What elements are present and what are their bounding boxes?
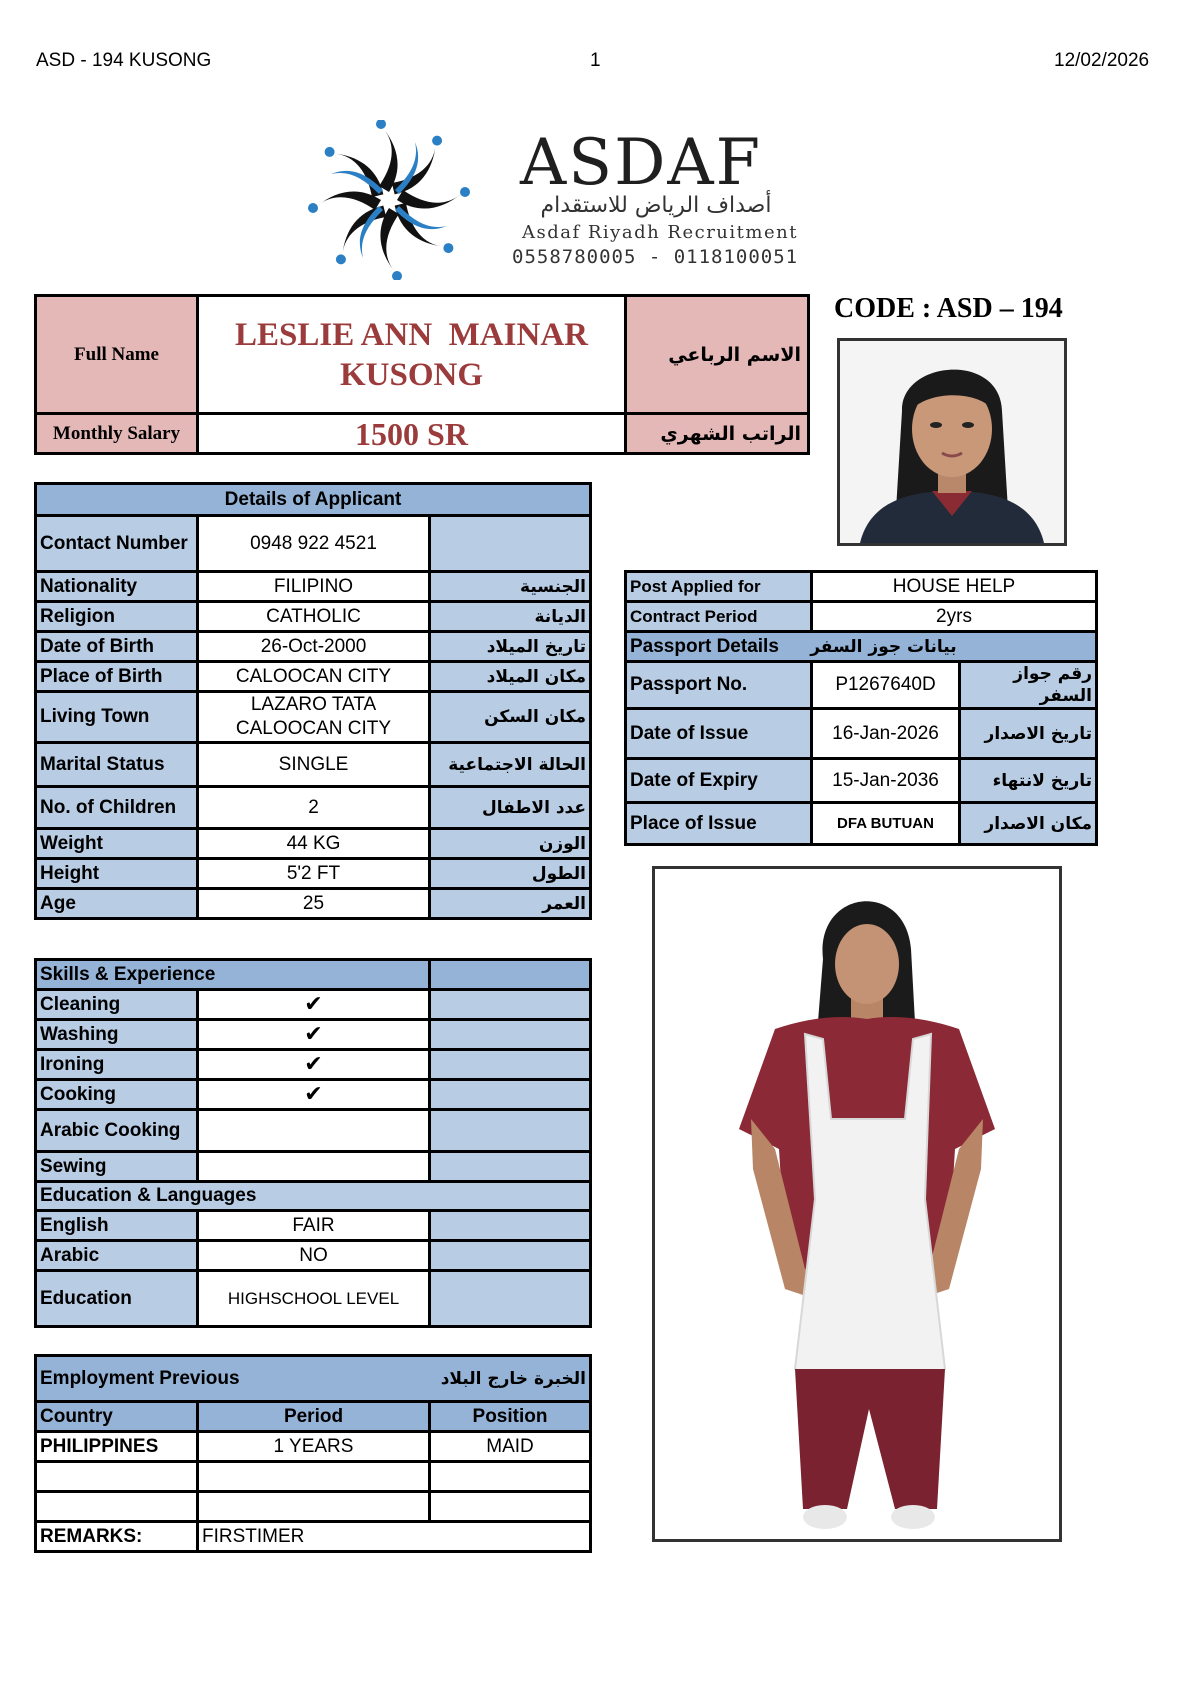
skill-cleaning-check: ✔ <box>198 990 430 1020</box>
contract-label: Contract Period <box>626 602 812 632</box>
details-table <box>34 482 592 920</box>
skill-ironing-label: Ironing <box>36 1050 198 1080</box>
name-salary-table <box>34 294 810 455</box>
contract-value: 2yrs <box>812 602 1097 632</box>
passport-title-row <box>626 632 1097 662</box>
passport-no-value: P1267640D <box>812 662 960 709</box>
english-label: English <box>36 1211 198 1241</box>
post-label: Post Applied for <box>626 572 812 602</box>
marital-value: SINGLE <box>198 743 430 787</box>
skill-cooking-check: ✔ <box>198 1080 430 1110</box>
employment-title: Employment Previous <box>40 1367 240 1389</box>
contact-value: 0948 922 4521 <box>198 516 430 572</box>
children-arabic: عدد الاطفال <box>430 787 591 829</box>
living-town-arabic: مكان السكن <box>430 692 591 743</box>
skill-washing-label: Washing <box>36 1020 198 1050</box>
marital-arabic: الحالة الاجتماعية <box>430 743 591 787</box>
religion-value: CATHOLIC <box>198 602 430 632</box>
passport-title: Passport Details <box>630 635 779 657</box>
issue-date-label: Date of Issue <box>626 709 812 759</box>
english-value: FAIR <box>198 1211 430 1241</box>
full-name-label: Full Name <box>36 296 198 414</box>
post-value: HOUSE HELP <box>812 572 1097 602</box>
logo-english: Asdaf Riyadh Recruitment <box>522 222 798 243</box>
col-country: Country <box>36 1402 198 1432</box>
passport-title-arabic: بيانات جوز السفر <box>810 636 957 657</box>
header-date: 12/02/2026 <box>1054 50 1150 71</box>
religion-label: Religion <box>36 602 198 632</box>
employment-period: 1 YEARS <box>198 1432 430 1462</box>
religion-arabic: الديانة <box>430 602 591 632</box>
age-value: 25 <box>198 889 430 919</box>
applicant-code: CODE : ASD – 194 <box>834 293 1063 324</box>
weight-arabic: الوزن <box>430 829 591 859</box>
pob-label: Place of Birth <box>36 662 198 692</box>
logo-wordmark: ASDAF <box>520 126 762 200</box>
logo-phones: 0558780005 - 0118100051 <box>512 246 799 268</box>
employment-title-row <box>36 1356 591 1402</box>
education-title: Education & Languages <box>36 1182 591 1211</box>
header-ref: ASD - 194 KUSONG <box>36 50 212 71</box>
issue-date-arabic: تاريخ الاصدار <box>960 709 1097 759</box>
expiry-date-arabic: تاريخ لانتهاء <box>960 759 1097 803</box>
dob-value: 26-Oct-2000 <box>198 632 430 662</box>
skills-title: Skills & Experience <box>36 960 430 990</box>
skill-cooking-label: Cooking <box>36 1080 198 1110</box>
employment-title-arabic: الخبرة خارج البلاد <box>440 1368 586 1389</box>
skill-arabic-cooking-label: Arabic Cooking <box>36 1110 198 1152</box>
expiry-date-label: Date of Expiry <box>626 759 812 803</box>
living-town-line2: CALOOCAN CITY <box>235 718 392 739</box>
skills-table <box>34 958 592 1328</box>
living-town-value <box>198 692 430 743</box>
asdaf-logo-mark <box>296 120 482 280</box>
nationality-label: Nationality <box>36 572 198 602</box>
weight-label: Weight <box>36 829 198 859</box>
details-title: Details of Applicant <box>36 484 591 516</box>
issue-place-arabic: مكان الاصدار <box>960 803 1097 845</box>
dob-label: Date of Birth <box>36 632 198 662</box>
portrait-photo <box>837 338 1067 546</box>
salary-value: 1500 SR <box>198 414 626 454</box>
issue-place-label: Place of Issue <box>626 803 812 845</box>
skill-sewing-label: Sewing <box>36 1152 198 1182</box>
education-label: Education <box>36 1271 198 1327</box>
full-name-line1: LESLIE ANN MAINAR <box>235 316 588 353</box>
contact-arabic <box>430 516 591 572</box>
skill-ironing-check: ✔ <box>198 1050 430 1080</box>
nationality-value: FILIPINO <box>198 572 430 602</box>
full-name-value <box>198 296 626 414</box>
logo-arabic: أصداف الرياض للاستقدام <box>540 193 772 218</box>
contact-label: Contact Number <box>36 516 198 572</box>
skill-washing-check: ✔ <box>198 1020 430 1050</box>
salary-label: Monthly Salary <box>36 414 198 454</box>
issue-date-value: 16-Jan-2026 <box>812 709 960 759</box>
weight-value: 44 KG <box>198 829 430 859</box>
passport-no-label: Passport No. <box>626 662 812 709</box>
height-label: Height <box>36 859 198 889</box>
full-name-line2: KUSONG <box>339 356 484 393</box>
living-town-line1: LAZARO TATA <box>250 694 377 715</box>
age-label: Age <box>36 889 198 919</box>
full-name-arabic: الاسم الرباعي <box>626 296 809 414</box>
dob-arabic: تاريخ الميلاد <box>430 632 591 662</box>
employment-country: PHILIPPINES <box>36 1432 198 1462</box>
age-arabic: العمر <box>430 889 591 919</box>
skill-cleaning-label: Cleaning <box>36 990 198 1020</box>
arabic-label: Arabic <box>36 1241 198 1271</box>
post-passport-table <box>624 570 1098 846</box>
employment-table <box>34 1354 592 1553</box>
remarks-value: FIRSTIMER <box>198 1522 591 1552</box>
skill-arabic-cooking-check <box>198 1110 430 1152</box>
col-position: Position <box>430 1402 591 1432</box>
pob-value: CALOOCAN CITY <box>198 662 430 692</box>
full-body-photo <box>652 866 1062 1542</box>
salary-arabic: الراتب الشهري <box>626 414 809 454</box>
children-value: 2 <box>198 787 430 829</box>
pob-arabic: مكان الميلاد <box>430 662 591 692</box>
children-label: No. of Children <box>36 787 198 829</box>
remarks-label: REMARKS: <box>36 1522 198 1552</box>
issue-place-value: DFA BUTUAN <box>812 803 960 845</box>
height-value: 5'2 FT <box>198 859 430 889</box>
living-town-label: Living Town <box>36 692 198 743</box>
nationality-arabic: الجنسية <box>430 572 591 602</box>
employment-position: MAID <box>430 1432 591 1462</box>
education-value: HIGHSCHOOL LEVEL <box>198 1271 430 1327</box>
arabic-value: NO <box>198 1241 430 1271</box>
marital-label: Marital Status <box>36 743 198 787</box>
skill-sewing-check <box>198 1152 430 1182</box>
height-arabic: الطول <box>430 859 591 889</box>
col-period: Period <box>198 1402 430 1432</box>
expiry-date-value: 15-Jan-2036 <box>812 759 960 803</box>
page-number: 1 <box>590 50 601 71</box>
passport-no-arabic: رقم جواز السفر <box>960 662 1097 709</box>
